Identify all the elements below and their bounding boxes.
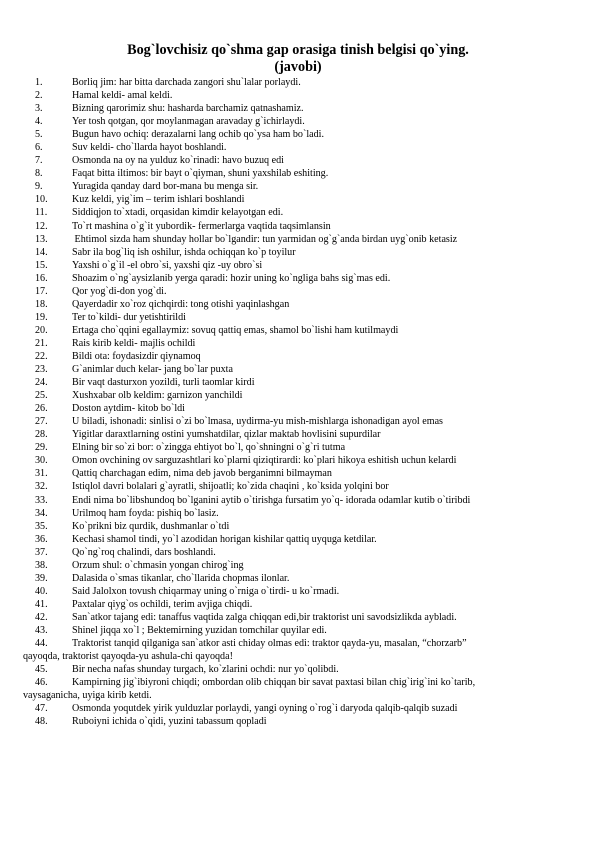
list-item bbox=[23, 637, 570, 663]
list-item-number: 16. bbox=[35, 272, 48, 284]
list-item-text: Yuragida qanday dard bor-mana bu menga sir. bbox=[72, 181, 259, 193]
list-item bbox=[35, 402, 570, 415]
list-item bbox=[35, 572, 570, 585]
list-item-text: Orzum shul: o`chmasin yongan chirog`ing bbox=[72, 559, 244, 571]
list-item-number: 37. bbox=[35, 546, 48, 558]
list-item-number: 17. bbox=[35, 285, 48, 297]
list-item-number: 35. bbox=[35, 520, 48, 532]
list-item-number: 36. bbox=[35, 533, 48, 545]
list-item-text: Paxtalar qiyg`os ochildi, terim avjiga chiqdi. bbox=[72, 598, 253, 610]
list-item-number: 39. bbox=[35, 572, 48, 584]
list-item bbox=[35, 389, 570, 402]
list-item bbox=[35, 363, 570, 376]
list-item-text: Siddiqjon to`xtadi, orqasidan kimdir kelayotgan edi. bbox=[72, 207, 284, 219]
list-item-number: 8. bbox=[35, 168, 43, 180]
list-item bbox=[35, 428, 570, 441]
list-item bbox=[35, 480, 570, 493]
list-item bbox=[35, 376, 570, 389]
list-item-number: 21. bbox=[35, 337, 48, 349]
title-line-1: Bog`lovchisiz qo`shma gap orasiga tinish belgisi qo`ying. bbox=[127, 42, 469, 58]
list-item bbox=[35, 611, 570, 624]
list-item-text-continuation: vaysaganicha, uyiga kirib ketdi. bbox=[23, 690, 152, 702]
list-item bbox=[35, 102, 570, 115]
list-item-number: 46. bbox=[35, 677, 48, 689]
list-item bbox=[35, 546, 570, 559]
list-item-text: U biladi, ishonadi: sinlisi o`zi bo`lmasa, uydirma-yu mish-mishlarga ishonadigan ayol emas bbox=[72, 416, 443, 428]
list-item-text: Bizning qarorimiz shu: hasharda barchamiz qatnashamiz. bbox=[72, 103, 304, 115]
list-item-text: Ehtimol sizda ham shunday hollar bo`lgandir: tun yarmidan og`g`anda birdan uyg`onib ketasiz bbox=[72, 233, 458, 245]
list-item bbox=[35, 533, 570, 546]
list-item-text: Said Jalolxon tovush chiqarmay uning o`rniga o`tirdi- u ko`rmadi. bbox=[72, 585, 340, 597]
list-item-text: Rais kirib keldi- majlis ochildi bbox=[72, 337, 196, 349]
list-item-text: Istiqlol davri bolalari g`ayratli, shijoatli; ko`zida chaqini , ko`ksida yolqini bor bbox=[72, 481, 389, 493]
list-item-number: 22. bbox=[35, 350, 48, 362]
list-item-text: Endi nima bo`libshundoq bo`lganini aytib o`tirishga fursatim yo`q- idorada odamlar kutib o`tiribdi bbox=[72, 494, 471, 506]
list-item-number: 29. bbox=[35, 442, 48, 454]
list-item bbox=[35, 154, 570, 167]
list-item bbox=[35, 220, 570, 233]
list-item bbox=[35, 507, 570, 520]
list-item bbox=[35, 193, 570, 206]
list-item-text: Traktorist tanqid qilganiga san`atkor asti chiday olmas edi: traktor qayda-yu, masalan, “chorzarb” bbox=[72, 638, 467, 650]
list-item-text: Qor yog`di-don yog`di. bbox=[72, 285, 167, 297]
list-item bbox=[23, 676, 570, 702]
list-item-text: Bir vaqt dasturxon yozildi, turli taomlar kirdi bbox=[72, 377, 255, 389]
list-item-number: 14. bbox=[35, 246, 48, 258]
list-item-number: 10. bbox=[35, 194, 48, 206]
list-item-number: 5. bbox=[35, 129, 43, 141]
list-item bbox=[35, 128, 570, 141]
numbered-list bbox=[23, 76, 570, 728]
list-item-number: 48. bbox=[35, 716, 48, 728]
list-item-text: Qattiq charchagan edim, nima deb javob berganimni bilmayman bbox=[72, 468, 332, 480]
list-item-text: Ruboiyni ichida o`qidi, yuzini tabassum qopladi bbox=[72, 716, 267, 728]
list-item-text: Yigitlar daraxtlarning ostini yumshatdilar, qizlar maktab hovlisini supurdilar bbox=[72, 429, 381, 441]
list-item bbox=[35, 167, 570, 180]
list-item-text: Shinel jiqqa xo`l ; Bektemirning yuzidan tomchilar quyilar edi. bbox=[72, 624, 327, 636]
list-item-number: 40. bbox=[35, 585, 48, 597]
list-item bbox=[35, 89, 570, 102]
list-item bbox=[35, 441, 570, 454]
list-item bbox=[35, 559, 570, 572]
list-item bbox=[35, 115, 570, 128]
list-item-text: Yer tosh qotgan, qor moylanmagan aravaday g`ichirlaydi. bbox=[72, 116, 305, 128]
list-item bbox=[35, 585, 570, 598]
list-item-number: 47. bbox=[35, 703, 48, 715]
list-item-text: Bugun havo ochiq: derazalarni lang ochib qo`ysa ham bo`ladi. bbox=[72, 129, 324, 141]
list-item-text: Osmonda yoqutdek yirik yulduzlar porlaydi, yangi oyning o`rog`i daryoda qalqib-qalqib suzadi bbox=[72, 703, 458, 715]
list-item bbox=[35, 520, 570, 533]
list-item bbox=[35, 141, 570, 154]
list-item-number: 45. bbox=[35, 664, 48, 676]
list-item-text: Bir necha nafas shunday turgach, ko`zlarini ochdi: nur yo`qolibdi. bbox=[72, 664, 339, 676]
list-item-text: Kuz keldi, yig`im – terim ishlari boshlandi bbox=[72, 194, 245, 206]
list-item bbox=[35, 715, 570, 728]
list-item-number: 42. bbox=[35, 611, 48, 623]
list-item-number: 4. bbox=[35, 116, 43, 128]
list-item bbox=[35, 494, 570, 507]
list-item bbox=[35, 467, 570, 480]
list-item-text: Ter to`kildi- dur yetishtirildi bbox=[72, 311, 186, 323]
list-item-number: 6. bbox=[35, 142, 43, 154]
list-item-text: Elning bir so`zi bor: o`zingga ehtiyot bo`l, qo`shningni o`g`ri tutma bbox=[72, 442, 346, 454]
list-item-text: Yaxshi o`g`il -el obro`si, yaxshi qiz -uy obro`si bbox=[72, 259, 263, 271]
list-item bbox=[35, 180, 570, 193]
list-item-text: Suv keldi- cho`llarda hayot boshlandi. bbox=[72, 142, 227, 154]
list-item-number: 9. bbox=[35, 181, 43, 193]
list-item-number: 20. bbox=[35, 324, 48, 336]
title-line-2: (javobi) bbox=[274, 59, 322, 75]
list-item bbox=[35, 206, 570, 219]
list-item-text: Faqat bitta iltimos: bir bayt o`qiyman, shuni yaxshilab eshiting. bbox=[72, 168, 329, 180]
list-item bbox=[35, 233, 570, 246]
list-item-text: San`atkor tajang edi: tanaffus vaqtida zalga chiqqan edi,bir traktorist uni savodsizlikda aybladi. bbox=[72, 611, 457, 623]
list-item-number: 19. bbox=[35, 311, 48, 323]
list-item-text: Shoazim o`ng`aysizlanib yerga qaradi: hozir uning ko`ngliga bahs sig`mas edi. bbox=[72, 272, 391, 284]
list-item-number: 33. bbox=[35, 494, 48, 506]
list-item-number: 1. bbox=[35, 77, 43, 88]
list-item-text: Kampirning jig`ibiyroni chiqdi; ombordan olib chiqqan bir savat paxtasi bilan chig`irig`ini ko`tarib, bbox=[72, 677, 476, 689]
list-item bbox=[35, 624, 570, 637]
list-item bbox=[35, 246, 570, 259]
list-item bbox=[35, 663, 570, 676]
list-item-number: 43. bbox=[35, 624, 48, 636]
list-item bbox=[35, 298, 570, 311]
list-item bbox=[35, 324, 570, 337]
list-item-number: 3. bbox=[35, 103, 43, 115]
list-item bbox=[35, 702, 570, 715]
list-item-number: 25. bbox=[35, 390, 48, 402]
list-item bbox=[35, 311, 570, 324]
list-item-text: Omon ovchining ov sarguzashtlari ko`plarni qiziqtirardi: ko`plari hikoya eshitish uchun kelardi bbox=[72, 455, 457, 467]
list-item-text: Sabr ila bog`liq ish oshilur, ishda ochiqqan ko`p toyilur bbox=[72, 246, 296, 258]
list-item-text: Osmonda na oy na yulduz ko`rinadi: havo buzuq edi bbox=[72, 155, 284, 167]
list-item bbox=[35, 350, 570, 363]
list-item bbox=[35, 454, 570, 467]
list-item-number: 38. bbox=[35, 559, 48, 571]
page-title bbox=[0, 42, 596, 76]
list-item-text: Ertaga cho`qqini egallaymiz: sovuq qattiq emas, shamol bo`lishi ham kutilmaydi bbox=[72, 324, 399, 336]
list-item-number: 26. bbox=[35, 403, 48, 415]
list-item-text: Hamal keldi- amal keldi. bbox=[72, 90, 173, 102]
list-item-text: Borliq jim: har bitta darchada zangori shu`lalar porlaydi. bbox=[72, 77, 301, 88]
list-item bbox=[35, 285, 570, 298]
list-item-number: 28. bbox=[35, 429, 48, 441]
list-item-number: 2. bbox=[35, 90, 43, 102]
list-item-text: Qayerdadir xo`roz qichqirdi: tong otishi yaqinlashgan bbox=[72, 298, 290, 310]
list-item-text: Urilmoq ham foyda: pishiq bo`lasiz. bbox=[72, 507, 219, 519]
list-item-text: To`rt mashina o`g`it yubordik- fermerlarga vaqtida taqsimlansin bbox=[72, 220, 331, 232]
list-item-number: 18. bbox=[35, 298, 48, 310]
list-item-number: 13. bbox=[35, 233, 48, 245]
list-item-number: 44. bbox=[35, 638, 48, 650]
list-item bbox=[35, 272, 570, 285]
list-item-number: 41. bbox=[35, 598, 48, 610]
list-item-number: 32. bbox=[35, 481, 48, 493]
list-item-text: Bildi ota: foydasizdir qiynamoq bbox=[72, 350, 201, 362]
list-item-text: Ko`prikni biz qurdik, dushmanlar o`tdi bbox=[72, 520, 230, 532]
list-item-text: Dalasida o`smas tikanlar, cho`llarida chopmas ilonlar. bbox=[72, 572, 290, 584]
list-item-number: 34. bbox=[35, 507, 48, 519]
list-item-number: 15. bbox=[35, 259, 48, 271]
list-item-text: G`animlar duch kelar- jang bo`lar puxta bbox=[72, 364, 233, 376]
list-item-text: Kechasi shamol tindi, yo`l azodidan horigan kishilar qattiq uyquga ketdilar. bbox=[72, 533, 377, 545]
list-item bbox=[35, 337, 570, 350]
list-item-number: 30. bbox=[35, 455, 48, 467]
list-item-text: Qo`ng`roq chalindi, dars boshlandi. bbox=[72, 546, 216, 558]
list-item-number: 11. bbox=[35, 207, 48, 219]
list-item bbox=[35, 259, 570, 272]
list-item-number: 31. bbox=[35, 468, 48, 480]
list-item-number: 27. bbox=[35, 416, 48, 428]
list-item bbox=[35, 598, 570, 611]
list-item-text: Xushxabar olb keldim: garnizon yanchildi bbox=[72, 390, 243, 402]
list-item-number: 7. bbox=[35, 155, 43, 167]
list-item bbox=[35, 415, 570, 428]
list-item-number: 24. bbox=[35, 377, 48, 389]
list-item-text-continuation: qayoqda, traktorist qayoqda-yu ashula-chi qayoqda! bbox=[23, 651, 233, 663]
list-item-text: Doston aytdim- kitob bo`ldi bbox=[72, 403, 185, 415]
list-item-number: 23. bbox=[35, 364, 48, 376]
list-item-number: 12. bbox=[35, 220, 48, 232]
list-item bbox=[35, 76, 570, 89]
